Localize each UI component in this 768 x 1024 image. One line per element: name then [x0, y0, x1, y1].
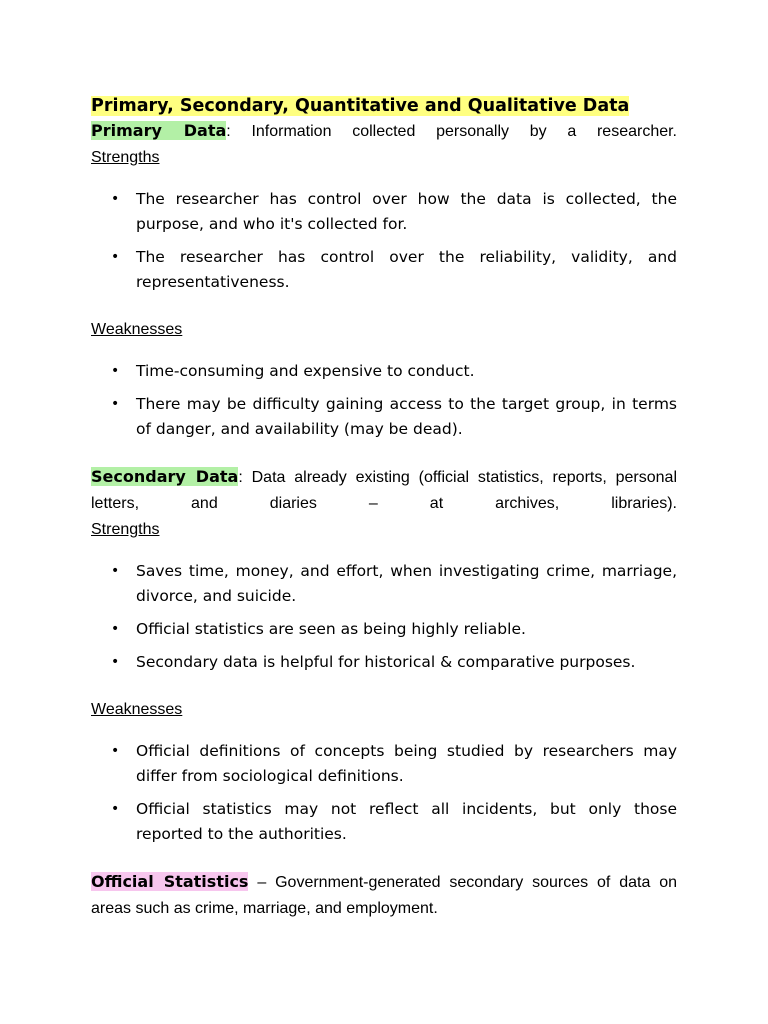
list-item: • Time-consuming and expensive to conduct. [91, 359, 677, 384]
official-term: Official Statistics [91, 872, 249, 891]
list-item: • Saves time, money, and effort, when investigating crime, marriage, divorce, and suicide. [91, 559, 677, 609]
document-title [91, 94, 677, 118]
official-definition-text: – Government-generated secondary sources of data on areas such as crime, marriage, and employment. [91, 874, 678, 917]
primary-weaknesses-heading: Weaknesses [91, 321, 183, 338]
secondary-weaknesses-list [91, 739, 677, 847]
primary-definition [91, 118, 677, 145]
list-item: • The researcher has control over how the data is collected, the purpose, and who it's collected for. [91, 187, 677, 237]
primary-term: Primary Data [91, 121, 227, 140]
primary-strengths-list [91, 187, 677, 295]
secondary-separator: : [238, 469, 243, 486]
secondary-definition-text: Data already existing (official statistics, reports, personal letters, and diaries – at archives, libraries). [91, 469, 678, 512]
list-item: • Official statistics are seen as being highly reliable. [91, 617, 677, 642]
list-item: • Official statistics may not reflect all incidents, but only those reported to the authorities. [91, 797, 677, 847]
list-item: • Secondary data is helpful for historical & comparative purposes. [91, 650, 677, 675]
primary-definition-text: Information collected personally by a researcher. [230, 123, 678, 140]
secondary-definition [91, 464, 677, 517]
list-item: • The researcher has control over the reliability, validity, and representativeness. [91, 245, 677, 295]
primary-weaknesses-list [91, 359, 677, 442]
list-item: • Official definitions of concepts being studied by researchers may differ from sociological definitions. [91, 739, 677, 789]
secondary-weaknesses-heading: Weaknesses [91, 701, 183, 718]
secondary-strengths-heading: Strengths [91, 521, 160, 538]
secondary-strengths-list [91, 559, 677, 675]
primary-strengths-heading: Strengths [91, 149, 160, 166]
official-definition [91, 869, 677, 922]
list-item: • There may be difficulty gaining access to the target group, in terms of danger, and availability (may be dead). [91, 392, 677, 442]
primary-separator: : [226, 123, 231, 140]
title-highlight: Primary, Secondary, Quantitative and Qualitative Data [91, 96, 630, 116]
document-page [91, 94, 677, 922]
secondary-term: Secondary Data [91, 467, 239, 486]
